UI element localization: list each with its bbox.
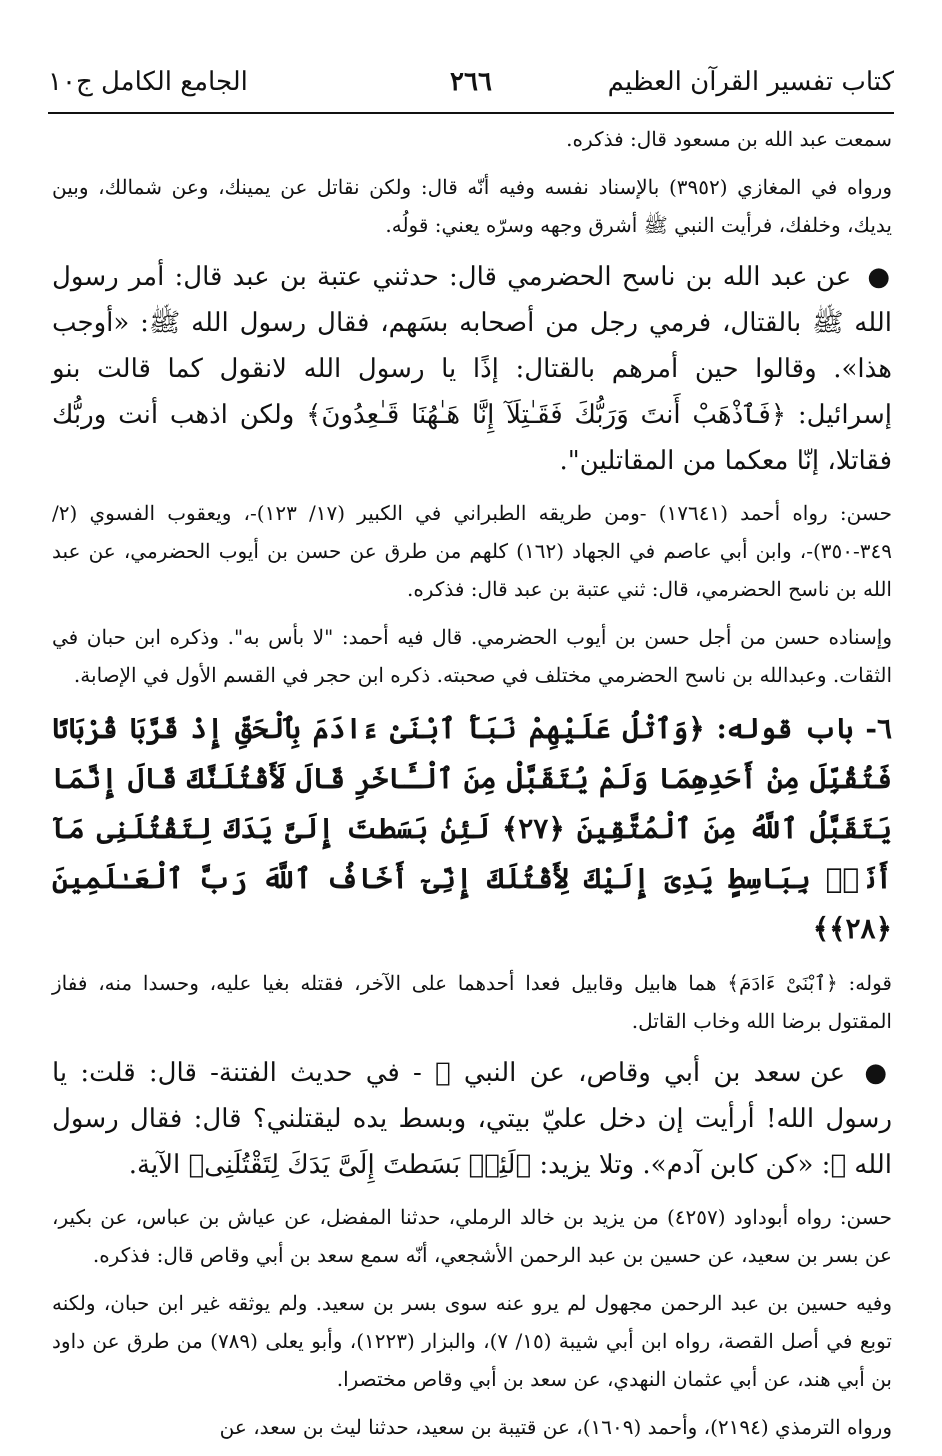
paragraph-text: حسن: رواه أحمد (١٧٦٤١) -ومن طريقه الطبراني في الكبير (١٧/ ١٢٣)-، ويعقوب الفسوي (٢/ ٣٤٩-٣٥٠)-، وابن أبي عاصم في الجهاد (١٦٢) كلهم من طرق عن حسن بن أيوب الحضرمي، عن عبد الله بن ناسح الحضرمي، قال: ثني عتبة بن عبد قال: فذكره.: [52, 501, 893, 601]
header-rule: [48, 112, 894, 114]
paragraph-text: ورواه في المغازي (٣٩٥٢) بالإسناد نفسه وفيه أنّه قال: ولكن نقاتل عن يمينك، وعن شمالك، وبين يديك، وخلفك، فرأيت النبي ﷺ أشرق وجهه وسرّه يعني: قولُه.: [52, 175, 892, 237]
hadith-note: [52, 120, 892, 158]
hadith-note: [52, 618, 892, 694]
bullet-icon: ●: [864, 1058, 893, 1088]
hadith-note: [52, 1408, 892, 1446]
page-body: [52, 120, 892, 1456]
book-title: كتاب تفسير القرآن العظيم: [607, 67, 894, 97]
hadith-text: [52, 1050, 892, 1188]
paragraph-text: ٦- باب قوله: ﴿وَٱتْلُ عَلَيْهِمْ نَبَأَ ٱبْنَىْ ءَادَمَ بِٱلْحَقِّ إِذْ قَرَّبَا قُرْبَانًا فَتُقُبِّلَ مِنْ أَحَدِهِمَا وَلَمْ يُتَقَبَّلْ مِنَ ٱلْـَٔاخَرِ قَالَ لَأَقْتُلَنَّكَ قَالَ إِنَّمَا يَتَقَبَّلُ ٱللَّهُ مِنَ ٱلْمُتَّقِينَ ﴿٢٧﴾ لَئِنۢ بَسَطتَ إِلَىَّ يَدَكَ لِتَقْتُلَنِى مَآ أَنَا۠ بِبَاسِطٍ يَدِىَ إِلَيْكَ لِأَقْتُلَكَ إِنِّىٓ أَخَافُ ٱللَّهَ رَبَّ ٱلْعَـٰلَمِينَ ﴿٢٨﴾﴾: [52, 712, 892, 945]
chapter-heading: [52, 704, 892, 954]
paragraph-text: ورواه الترمذي (٢١٩٤)، وأحمد (١٦٠٩)، عن قتيبة بن سعيد، حدثنا ليث بن سعد، عن: [219, 1415, 892, 1439]
paragraph-text: حسن: رواه أبوداود (٤٢٥٧) من يزيد بن خالد الرملي، حدثنا المفضل، عن عياش بن عباس، عن بكير، عن بسر بن سعيد، عن حسين بن عبد الرحمن الأشجعي، أنّه سمع سعد بن أبي وقاص قال: فذكره.: [52, 1205, 892, 1267]
hadith-note: [52, 1284, 892, 1398]
paragraph-text: عن سعد بن أبي وقاص، عن النبي ﷺ - في حديث الفتنة- قال: قلت: يا رسول الله! أرأيت إن دخل عليّ بيتي، وبسط يده ليقتلني؟ قال: فقال رسول الله ﷺ: «كن كابن آدم». وتلا يزيد: ﴿لَئِنۢ بَسَطتَ إِلَىَّ يَدَكَ لِتَقْتُلَنِى﴾ الآية.: [52, 1058, 892, 1180]
hadith-note: [52, 168, 892, 244]
page-header: [48, 62, 894, 110]
hadith-text: [52, 254, 892, 484]
hadith-note: [52, 494, 892, 608]
tafsir-note: [52, 964, 892, 1040]
bullet-icon: ●: [867, 262, 893, 292]
paragraph-text: وفيه حسين بن عبد الرحمن مجهول لم يرو عنه سوى بسر بن سعيد. ولم يوثقه غير ابن حبان، ولكنه توبع في أصل القصة، رواه ابن أبي شيبة (١٥/ ٧)، والبزار (١٢٢٣)، وأبو يعلى (٧٨٩) من طرق عن داود بن أبي هند، عن أبي عثمان النهدي، عن سعد بن أبي وقاص مختصرا.: [52, 1291, 892, 1391]
paragraph-text: سمعت عبد الله بن مسعود قال: فذكره.: [566, 127, 892, 151]
hadith-note: [52, 1198, 892, 1274]
paragraph-text: وإسناده حسن من أجل حسن بن أيوب الحضرمي. قال فيه أحمد: "لا بأس به". وذكره ابن حبان في الثقات. وعبدالله بن ناسح الحضرمي مختلف في صحبته. ذكره ابن حجر في القسم الأول في الإصابة.: [52, 625, 892, 687]
paragraph-text: عن عبد الله بن ناسح الحضرمي قال: حدثني عتبة بن عبد قال: أمر رسول الله ﷺ بالقتال، فرمي رجل من أصحابه بسَهم، فقال رسول الله ﷺ: «أوجب هذا». وقالوا حين أمرهم بالقتال: إذًا يا رسول الله لانقول كما قالت بنو إسرائيل: ﴿فَٱذْهَبْ أَنتَ وَرَبُّكَ فَقَـٰتِلَآ إِنَّا هَـٰهُنَا قَـٰعِدُونَ﴾ ولكن اذهب أنت وربُّك فقاتلا، إنّا معكما من المقاتلين".: [52, 262, 892, 476]
paragraph-text: قوله: ﴿ٱبْنَىْ ءَادَمَ﴾ هما هابيل وقابيل فعدا أحدهما على الآخر، فقتله بغيا عليه، وحسدا منه، ففاز المقتول برضا الله وخاب القاتل.: [52, 971, 892, 1033]
page-number: ٢٦٦: [450, 67, 492, 97]
series-title: الجامع الكامل ج١٠: [48, 67, 248, 97]
